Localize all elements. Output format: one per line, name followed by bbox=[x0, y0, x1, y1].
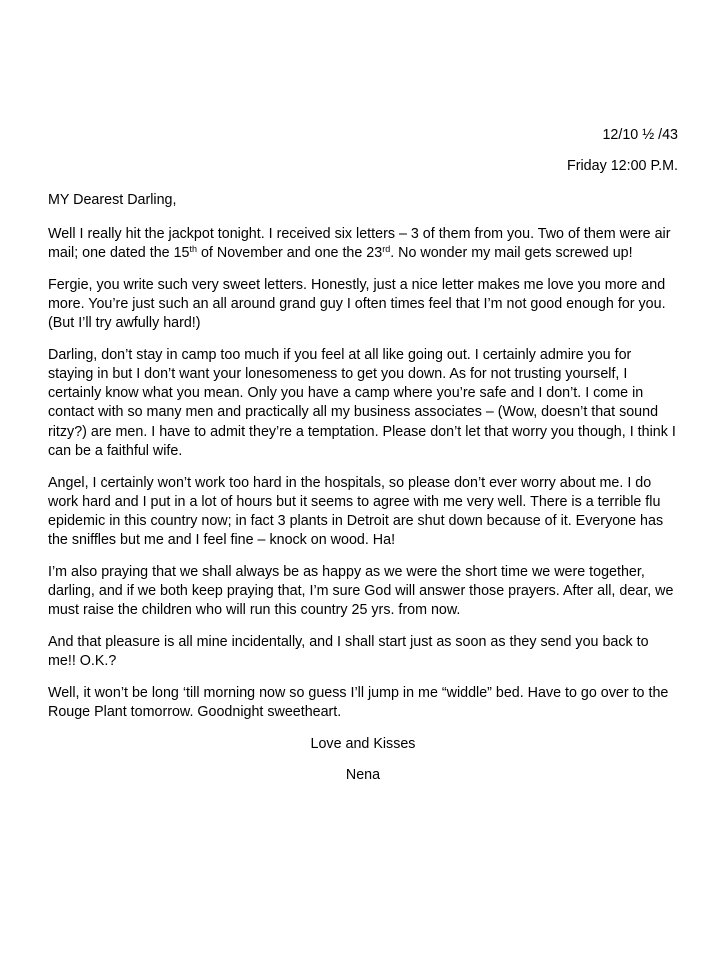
superscript-th: th bbox=[189, 243, 197, 254]
paragraph-4: Angel, I certainly won’t work too hard in the hospitals, so please don’t ever worry about me. I do work hard and I put in a lot of hours but it seems to agree with me very well. There is a terrible flu epidemic in this country now; in fact 3 plants in Detroit are shut down because of it. Everyone has the sniffles but me and I feel fine – knock on wood. Ha! bbox=[48, 474, 664, 549]
letter-signature: Nena bbox=[345, 767, 381, 784]
paragraph-1 bbox=[48, 225, 678, 263]
paragraph-7: Well, it won’t be long ‘till morning now so guess I’ll jump in me “widdle” bed. Have to go over to the Rouge Plant tomorrow. Goodnight sweetheart. bbox=[48, 685, 669, 721]
paragraph-6: And that pleasure is all mine incidentally, and I shall start just as soon as they send you back to me!! O.K.? bbox=[48, 634, 649, 670]
paragraph-3: Darling, don’t stay in camp too much if you feel at all like going out. I certainly admire you for staying in but I don’t want your lonesomeness to get you down. As for not trusting yourself, I certainly know what you mean. Only you have a camp where you’re safe and I don’t. I come in contact with so many men and practically all my business associates – (Wow, doesn’t that sound ritzy?) are men. I have to admit they’re a temptation. Please don’t let that worry you though, I think I can be a faithful wife. bbox=[48, 346, 676, 459]
paragraph-1-part-b: of November and one the 23 bbox=[197, 244, 383, 261]
letter-day-time: Friday 12:00 P.M. bbox=[567, 158, 678, 175]
paragraph-2: Fergie, you write such very sweet letters. Honestly, just a nice letter makes me love you more and more. You’re just such an all around grand guy I often times feel that I’m not good enough for you. (But I’ll try awfully hard!) bbox=[48, 276, 666, 332]
paragraph-1-part-c: . No wonder my mail gets screwed up! bbox=[390, 244, 633, 261]
letter-date: 12/10 ½ /43 bbox=[602, 127, 678, 143]
paragraph-5: I’m also praying that we shall always be as happy as we were the short time we were together, darling, and if we both keep praying that, I’m sure God will answer those prayers. After all, dear, we must raise the children who will run this country 25 yrs. from now. bbox=[48, 564, 674, 619]
superscript-rd: rd bbox=[382, 243, 391, 254]
letter-salutation: MY Dearest Darling, bbox=[48, 192, 177, 209]
letter-closing: Love and Kisses bbox=[310, 736, 416, 753]
letter-body bbox=[48, 126, 678, 798]
paragraph-1-part-a: Well I really hit the jackpot tonight. I received six letters – 3 of them from you. Two of them were air mail; one dated the 15 bbox=[48, 225, 671, 261]
